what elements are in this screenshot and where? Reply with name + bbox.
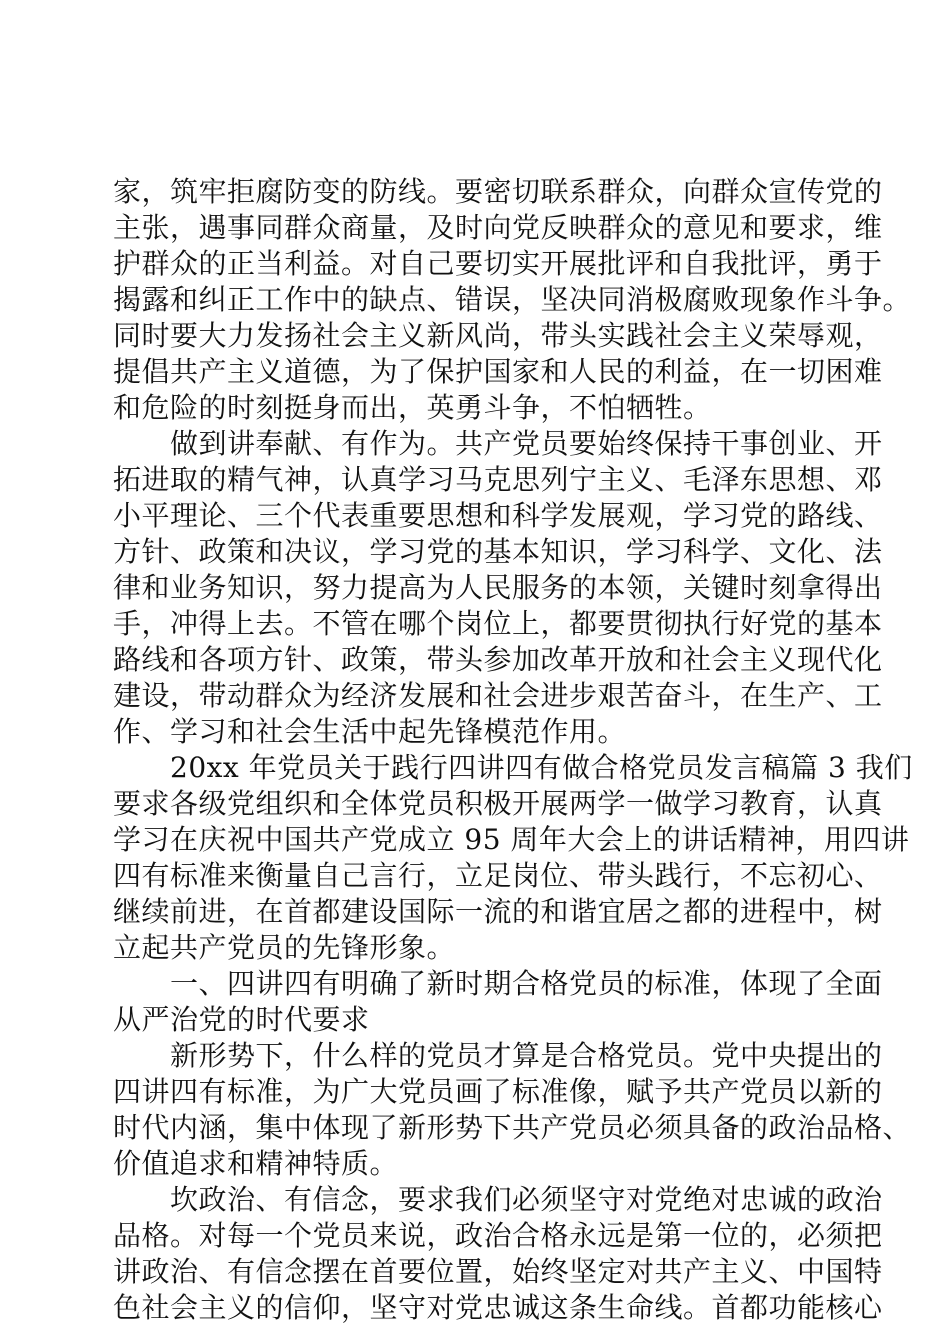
text-line: 护群众的正当利益。对自己要切实开展批评和自我批评，勇于 (113, 247, 883, 280)
text-line: 继续前进，在首都建设国际一流的和谐宜居之都的进程中，树 (113, 895, 883, 928)
text-line: 时代内涵，集中体现了新形势下共产党员必须具备的政治品格、 (113, 1111, 912, 1144)
text-line: 四讲四有标准，为广大党员画了标准像，赋予共产党员以新的 (113, 1075, 883, 1108)
text-line: 手，冲得上去。不管在哪个岗位上，都要贯彻执行好党的基本 (113, 607, 883, 640)
text-line: 学习在庆祝中国共产党成立 95 周年大会上的讲话精神，用四讲 (113, 823, 910, 856)
text-line: 拓进取的精气神，认真学习马克思列宁主义、毛泽东思想、邓 (113, 463, 883, 496)
text-line: 和危险的时刻挺身而出，英勇斗争，不怕牺牲。 (113, 391, 712, 424)
text-line: 家，筑牢拒腐防变的防线。要密切联系群众，向群众宣传党的 (113, 175, 883, 208)
text-line: 主张，遇事同群众商量，及时向党反映群众的意见和要求，维 (113, 211, 883, 244)
text-line: 色社会主义的信仰，坚守对党忠诚这条生命线。首都功能核心 (113, 1291, 883, 1324)
text-line: 做到讲奉献、有作为。共产党员要始终保持干事创业、开 (113, 427, 883, 460)
text-line: 四有标准来衡量自己言行，立足岗位、带头践行，不忘初心、 (113, 859, 883, 892)
text-line: 品格。对每一个党员来说，政治合格永远是第一位的，必须把 (113, 1219, 883, 1252)
text-line: 坎政治、有信念，要求我们必须坚守对党绝对忠诚的政治 (113, 1183, 883, 1216)
text-line: 新形势下，什么样的党员才算是合格党员。党中央提出的 (113, 1039, 883, 1072)
text-line: 方针、政策和决议，学习党的基本知识，学习科学、文化、法 (113, 535, 883, 568)
text-line: 小平理论、三个代表重要思想和科学发展观，学习党的路线、 (113, 499, 883, 532)
text-line: 作、学习和社会生活中起先锋模范作用。 (113, 715, 627, 748)
text-line: 律和业务知识，努力提高为人民服务的本领，关键时刻拿得出 (113, 571, 883, 604)
text-line: 20xx 年党员关于践行四讲四有做合格党员发言稿篇 3 我们 (113, 751, 913, 784)
text-line: 揭露和纠正工作中的缺点、错误，坚决同消极腐败现象作斗争。 (113, 283, 912, 316)
text-line: 要求各级党组织和全体党员积极开展两学一做学习教育，认真 (113, 787, 883, 820)
text-line: 价值追求和精神特质。 (113, 1147, 399, 1180)
text-line: 提倡共产主义道德，为了保护国家和人民的利益，在一切困难 (113, 355, 883, 388)
text-line: 立起共产党员的先锋形象。 (113, 931, 456, 964)
text-line: 一、四讲四有明确了新时期合格党员的标准，体现了全面 (113, 967, 883, 1000)
text-line: 同时要大力发扬社会主义新风尚，带头实践社会主义荣辱观， (113, 319, 883, 352)
text-line: 从严治党的时代要求 (113, 1003, 370, 1036)
text-line: 讲政治、有信念摆在首要位置，始终坚定对共产主义、中国特 (113, 1255, 883, 1288)
text-line: 路线和各项方针、政策，带头参加改革开放和社会主义现代化 (113, 643, 883, 676)
text-line: 建设，带动群众为经济发展和社会进步艰苦奋斗，在生产、工 (113, 679, 883, 712)
